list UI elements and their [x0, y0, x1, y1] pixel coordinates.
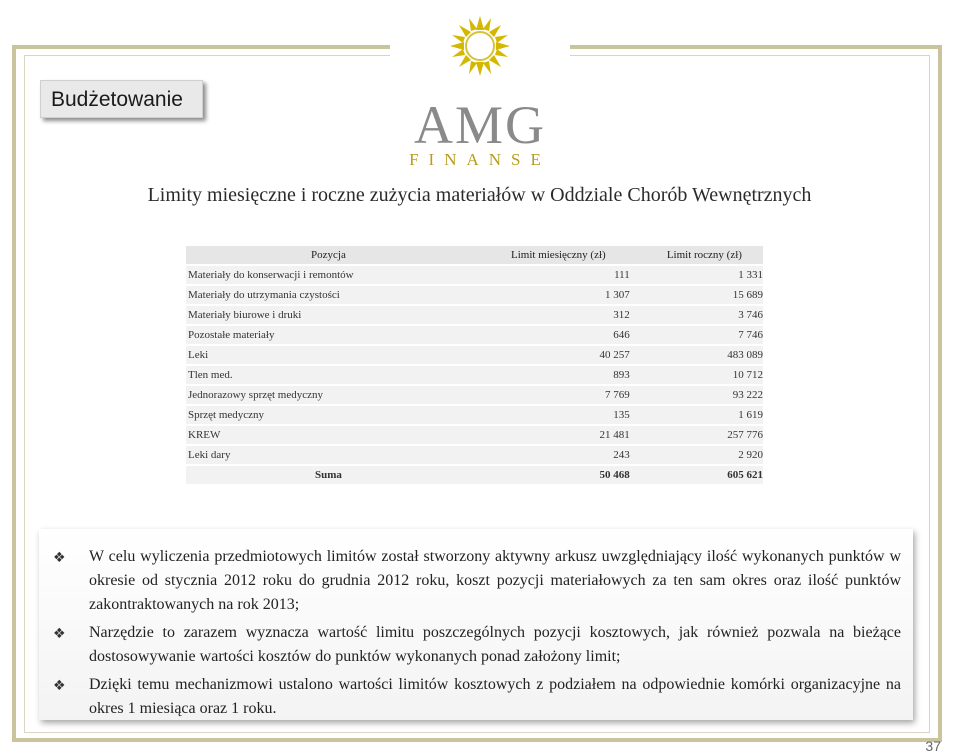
row-label: Jednorazowy sprzęt medyczny: [186, 386, 471, 404]
row-label: Leki dary: [186, 446, 471, 464]
row-monthly: 893: [471, 366, 644, 384]
row-monthly: 312: [471, 306, 644, 324]
row-label: KREW: [186, 426, 471, 444]
table-row: [186, 326, 763, 344]
row-label: Sprzęt medyczny: [186, 406, 471, 424]
note-item: [53, 621, 901, 669]
row-label: Materiały biurowe i druki: [186, 306, 471, 324]
note-text: W celu wyliczenia przedmiotowych limitów został stworzony aktywny arkusz uwzględniający ilość wykonanych punktów w okresie od stycznia 2012 roku do grudnia 2012 roku, koszt pozycji materiałowych za ten sam okres oraz ilość punktów zakontraktowanych na rok 2013;: [89, 548, 901, 613]
sum-monthly: 50 468: [471, 466, 644, 484]
row-label: Materiały do konserwacji i remontów: [186, 266, 471, 284]
table-row: [186, 306, 763, 324]
row-monthly: 111: [471, 266, 644, 284]
row-yearly: 483 089: [644, 346, 763, 364]
table-row: [186, 426, 763, 444]
row-yearly: 2 920: [644, 446, 763, 464]
table-row: [186, 266, 763, 284]
row-yearly: 15 689: [644, 286, 763, 304]
table-row: [186, 446, 763, 464]
diamond-outline-bullet-icon: ❖: [53, 678, 66, 694]
row-monthly: 646: [471, 326, 644, 344]
sum-yearly: 605 621: [644, 466, 763, 484]
header-yearly-limit: Limit roczny (zł): [644, 246, 763, 264]
row-label: Materiały do utrzymania czystości: [186, 286, 471, 304]
table-row: [186, 406, 763, 424]
row-monthly: 40 257: [471, 346, 644, 364]
table-row: [186, 366, 763, 384]
row-yearly: 1 331: [644, 266, 763, 284]
diamond-outline-bullet-icon: ❖: [53, 550, 66, 566]
sum-label: Suma: [186, 466, 471, 484]
row-monthly: 135: [471, 406, 644, 424]
note-text: Narzędzie to zarazem wyznacza wartość limitu poszczególnych pozycji kosztowych, jak również pozwala na bieżące dostosowywanie wartości kosztów do punktów wykonanych ponad założony limit;: [89, 624, 901, 665]
row-label: Tlen med.: [186, 366, 471, 384]
table-row: [186, 386, 763, 404]
note-item: [53, 545, 901, 617]
section-badge: Budżetowanie: [40, 80, 203, 118]
logo-main-text: AMG: [413, 95, 547, 155]
row-yearly: 10 712: [644, 366, 763, 384]
logo-sub-text: FINANSE: [409, 150, 551, 168]
note-item: [53, 673, 901, 721]
row-yearly: 93 222: [644, 386, 763, 404]
sun-emblem-icon: [450, 16, 510, 76]
row-yearly: 1 619: [644, 406, 763, 424]
diamond-outline-bullet-icon: ❖: [53, 626, 66, 642]
header-monthly-limit: Limit miesięczny (zł): [471, 246, 644, 264]
table-sum-row: [186, 466, 763, 484]
page-number: 37: [925, 738, 941, 754]
table-row: [186, 286, 763, 304]
limits-table: [186, 244, 763, 486]
row-yearly: 3 746: [644, 306, 763, 324]
note-text: Dzięki temu mechanizmowi ustalono wartości limitów kosztowych z podziałem na odpowiednie komórki organizacyjne na okres 1 miesiąca oraz 1 roku.: [89, 676, 901, 717]
row-label: Leki: [186, 346, 471, 364]
row-monthly: 7 769: [471, 386, 644, 404]
notes-box: [39, 529, 913, 720]
row-yearly: 7 746: [644, 326, 763, 344]
row-monthly: 21 481: [471, 426, 644, 444]
row-yearly: 257 776: [644, 426, 763, 444]
row-monthly: 1 307: [471, 286, 644, 304]
page-subtitle: Limity miesięczne i roczne zużycia materiałów w Oddziale Chorób Wewnętrznych: [147, 184, 812, 206]
table-header-row: [186, 246, 763, 264]
amg-finanse-logo: [390, 8, 570, 168]
row-label: Pozostałe materiały: [186, 326, 471, 344]
row-monthly: 243: [471, 446, 644, 464]
table-row: [186, 346, 763, 364]
header-position: Pozycja: [186, 246, 471, 264]
